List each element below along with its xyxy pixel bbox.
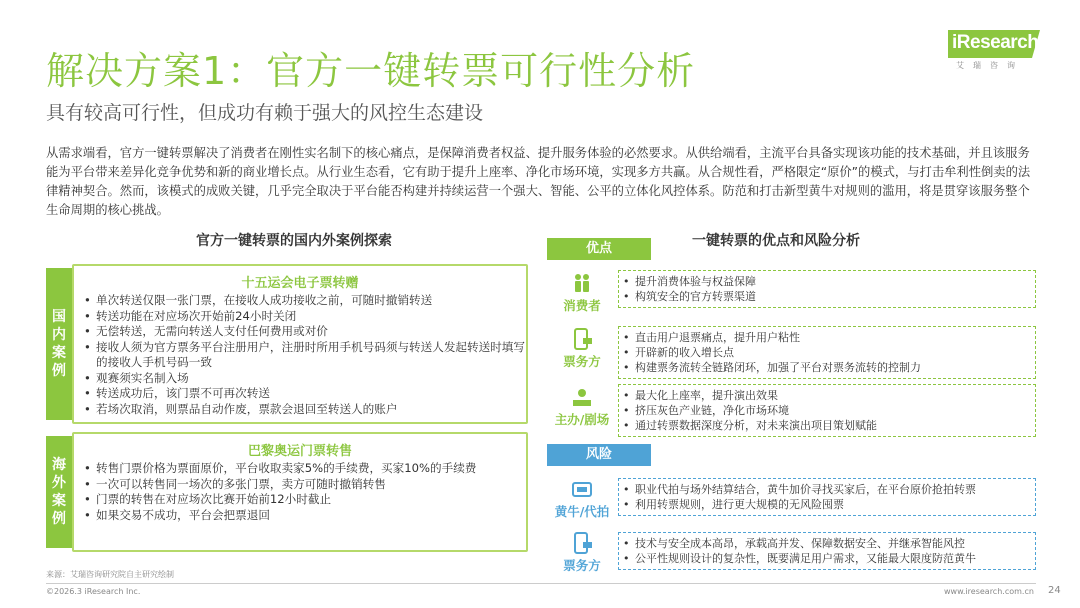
list-item: • 公平性规则设计的复杂性，既要满足用户需求，又能最大限度防范黄牛 bbox=[623, 551, 1029, 566]
domestic-case-title: 十五运会电子票转赠 bbox=[241, 276, 359, 291]
stage-icon bbox=[571, 386, 593, 408]
intro-paragraph: 从需求端看，官方一键转票解决了消费者在刚性实名制下的核心痛点，是保障消费者权益、提升服务体验的必然要求。从供给端看，主流平台具备实现该功能的技术基础，并且该服务能为平台带来差异化竞争优势和新的商业增长点。从行业生态看，它有助于提升上座率、净化市场环境，实现多方共赢。从合规性看，严格限定“原价”的模式，与打击牟利性倒卖的法律精神契合。然而，该模式的成败关键，几乎完全取决于平台能否构建并持续运营一个强大、智能、公平的立体化风控体系。防范和打击新型黄牛对规则的滥用，将是贯穿该服务整个生命周期的核心挑战。 bbox=[46, 146, 1031, 217]
actor-organizer bbox=[549, 386, 615, 428]
list-item: • 通过转票数据深度分析，对未来演出项目策划赋能 bbox=[623, 418, 1029, 433]
list-item: • 观赛须实名制入场 bbox=[84, 371, 526, 387]
list-item: • 若场次取消，则票品自动作废，票款会退回至转送人的账户 bbox=[84, 402, 526, 418]
list-item: • 门票的转售在对应场次比赛开始前12小时截止 bbox=[84, 492, 526, 508]
overseas-case-box bbox=[72, 432, 528, 552]
scalper-points-box bbox=[618, 478, 1036, 516]
phone-ticket-icon bbox=[571, 532, 593, 554]
consumer-points-box bbox=[618, 270, 1036, 308]
footer-divider bbox=[46, 583, 1036, 584]
list-item: • 转送成功后，该门票不可再次转送 bbox=[84, 386, 526, 402]
website-link[interactable]: www.iresearch.com.cn bbox=[944, 587, 1034, 596]
people-icon bbox=[571, 272, 593, 294]
list-item: • 构筑安全的官方转票渠道 bbox=[623, 289, 1029, 304]
logo-text: iResearch bbox=[952, 32, 1039, 53]
list-item: • 接收人须为官方票务平台注册用户，注册时所用手机号码须与转送人发起转送时填写的接收人手机号码一致 bbox=[84, 340, 526, 371]
actor-label: 主办/剧场 bbox=[554, 412, 610, 427]
actor-ticketing-risk bbox=[549, 532, 615, 574]
actor-label: 消费者 bbox=[563, 298, 601, 313]
actor-label: 票务方 bbox=[563, 558, 601, 573]
list-item: • 直击用户退票痛点，提升用户粘性 bbox=[623, 330, 1029, 345]
risks-tag: 风险 bbox=[547, 444, 651, 466]
overseas-case-tag bbox=[46, 436, 72, 548]
list-item: • 开辟新的收入增长点 bbox=[623, 345, 1029, 360]
actor-label: 票务方 bbox=[563, 354, 601, 369]
overseas-case-title: 巴黎奥运门票转售 bbox=[247, 444, 352, 459]
overseas-case-list bbox=[84, 461, 526, 523]
ticketing-risk-points-box bbox=[618, 532, 1036, 570]
page-number: 24 bbox=[1048, 585, 1061, 596]
list-item: • 单次转送仅限一张门票，在接收人成功接收之前，可随时撤销转送 bbox=[84, 293, 526, 309]
overseas-case-tag-text: 海外案例 bbox=[52, 457, 66, 527]
list-item: • 提升消费体验与权益保障 bbox=[623, 274, 1029, 289]
list-item: • 无偿转送，无需向转送人支付任何费用或对价 bbox=[84, 324, 526, 340]
copyright: ©2026.3 iResearch Inc. bbox=[46, 587, 141, 596]
list-item: • 最大化上座率，提升演出效果 bbox=[623, 388, 1029, 403]
list-item: • 职业代拍与场外结算结合，黄牛加价寻找买家后，在平台原价抢拍转票 bbox=[623, 482, 1029, 497]
page-subtitle: 具有较高可行性，但成功有赖于强大的风控生态建设 bbox=[46, 102, 484, 124]
advantages-tag: 优点 bbox=[547, 238, 651, 260]
list-item: • 技术与安全成本高昂，承载高并发、保障数据安全、并继承智能风控 bbox=[623, 536, 1029, 551]
list-item: • 一次可以转售同一场次的多张门票，卖方可随时撤销转售 bbox=[84, 477, 526, 493]
domestic-case-tag-text: 国内案例 bbox=[52, 309, 66, 379]
list-item: • 利用转票规则，进行更大规模的无风险囤票 bbox=[623, 497, 1029, 512]
domestic-case-box bbox=[72, 264, 528, 424]
analysis-heading: 一键转票的优点和风险分析 bbox=[692, 233, 860, 249]
list-item: • 如果交易不成功，平台会把票退回 bbox=[84, 508, 526, 524]
domestic-case-tag bbox=[46, 268, 72, 420]
list-item: • 挤压灰色产业链，净化市场环境 bbox=[623, 403, 1029, 418]
phone-ticket-icon bbox=[571, 328, 593, 350]
actor-ticketing bbox=[549, 328, 615, 370]
page-title: 解决方案1：官方一键转票可行性分析 bbox=[46, 49, 696, 93]
list-item: • 构建票务流转全链路闭环，加强了平台对票务流转的控制力 bbox=[623, 360, 1029, 375]
actor-scalper bbox=[549, 478, 615, 520]
list-item: • 转送功能在对应场次开始前24小时关闭 bbox=[84, 309, 526, 325]
domestic-case-list bbox=[84, 293, 526, 417]
list-item: • 转售门票价格为票面原价，平台收取卖家5%的手续费，买家10%的手续费 bbox=[84, 461, 526, 477]
actor-label: 黄牛/代拍 bbox=[554, 504, 610, 519]
ticketing-points-box bbox=[618, 326, 1036, 379]
source-note: 来源：艾瑞咨询研究院自主研究绘制 bbox=[46, 570, 174, 579]
organizer-points-box bbox=[618, 384, 1036, 437]
logo-subtext: 艾瑞咨询 bbox=[956, 61, 1024, 70]
scalper-icon bbox=[571, 478, 593, 500]
actor-consumer bbox=[549, 272, 615, 314]
cases-heading: 官方一键转票的国内外案例探索 bbox=[196, 233, 392, 249]
iresearch-logo bbox=[948, 30, 1048, 74]
